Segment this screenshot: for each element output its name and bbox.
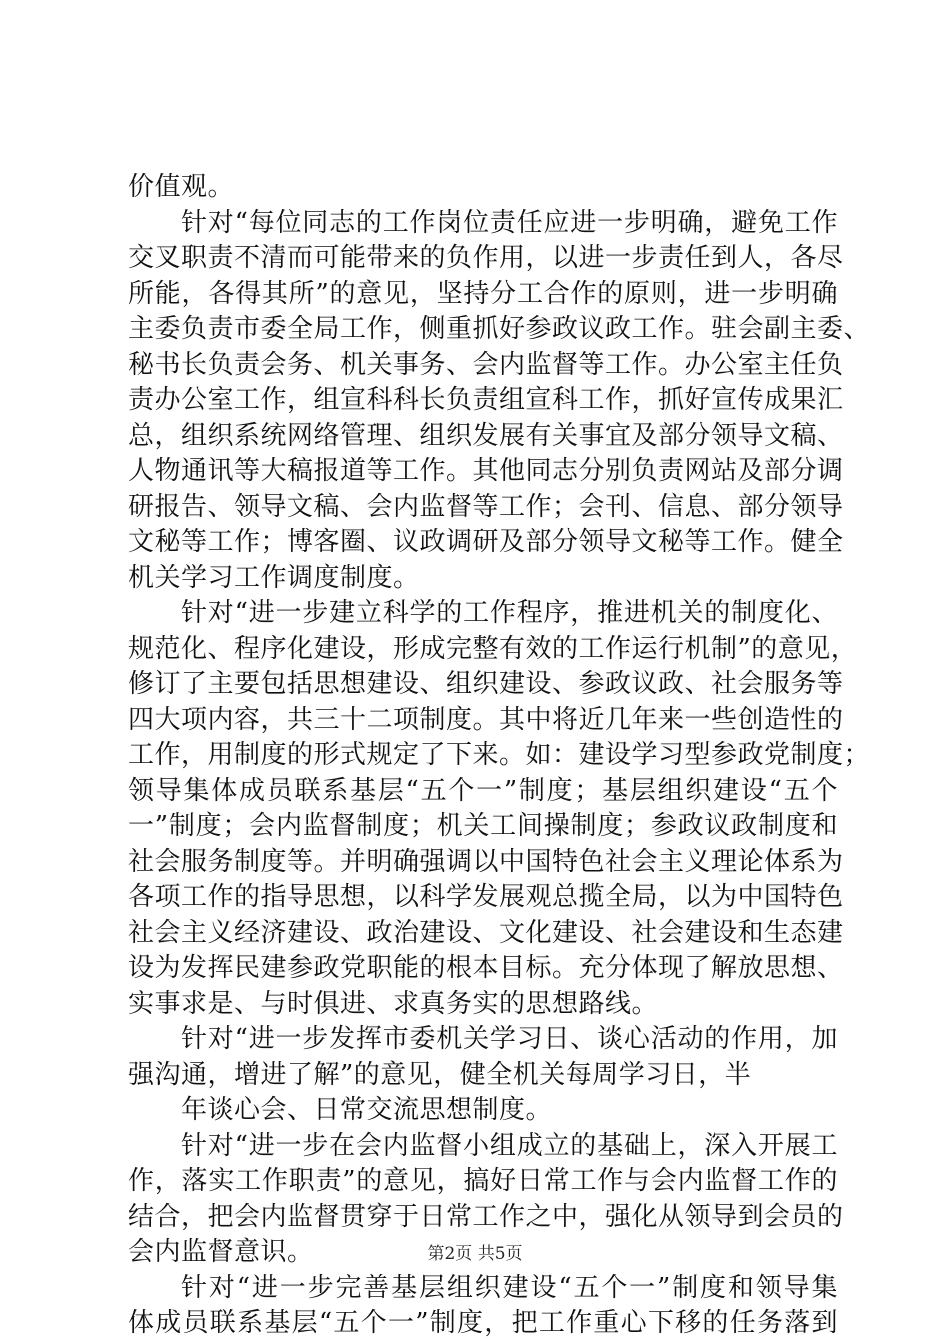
text-line: 实事求是、与时俱进、求真务实的思想路线。 <box>128 988 659 1019</box>
text-line: 针对“进一步建立科学的工作程序，推进机关的制度化、 <box>181 598 838 628</box>
text-line: 针对“进一步在会内监督小组成立的基础上，深入开展工 <box>181 1130 838 1161</box>
text-line: 作，落实工作职责”的意见，搞好日常工作与会内监督工作的 <box>128 1166 838 1196</box>
text-line: 责办公室工作，组宣科科长负责组宣科工作，抓好宣传成果汇 <box>128 385 844 415</box>
text-line: 领导集体成员联系基层“五个一”制度；基层组织建设“五个 <box>128 775 838 806</box>
text-line: 规范化、程序化建设，形成完整有效的工作运行机制”的意见， <box>128 633 858 664</box>
text-line: 结合，把会内监督贯穿于日常工作之中，强化从领导到会员的 <box>128 1201 844 1232</box>
text-line: 各项工作的指导思想，以科学发展观总揽全局，以为中国特色 <box>128 882 844 912</box>
text-line: 所能，各得其所”的意见，坚持分工合作的原则，进一步明确 <box>128 278 838 309</box>
text-line: 人物通讯等大稿报道等工作。其他同志分别负责网站及部分调 <box>128 456 844 486</box>
text-line: 针对“进一步完善基层组织建设“五个一”制度和领导集 <box>181 1272 838 1303</box>
text-line: 体成员联系基层“五个一”制度，把工作重心下移的任务落到 <box>128 1308 838 1338</box>
text-line: 工作，用制度的形式规定了下来。如：建设学习型参政党制度； <box>128 740 871 770</box>
page-footer: 第2页 共5页 <box>427 1244 523 1264</box>
document-body <box>128 170 871 1342</box>
text-line: 价值观。 <box>128 172 235 202</box>
text-line: 设为发挥民建参政党职能的根本目标。充分体现了解放思想、 <box>128 953 844 983</box>
text-line: 文秘等工作；博客圈、议政调研及部分领导文秘等工作。健全 <box>128 527 844 557</box>
text-line: 针对“每位同志的工作岗位责任应进一步明确，避免工作 <box>181 207 838 238</box>
text-line: 强沟通，增进了解”的意见，健全机关每周学习日，半 <box>128 1059 752 1090</box>
text-line: 修订了主要包括思想建设、组织建设、参政议政、社会服务等 <box>128 669 844 699</box>
text-line: 年谈心会、日常交流思想制度。 <box>181 1095 553 1125</box>
text-line: 社会主义经济建设、政治建设、文化建设、社会建设和生态建 <box>128 917 844 948</box>
text-line: 机关学习工作调度制度。 <box>128 562 420 593</box>
text-line: 一”制度；会内监督制度；机关工间操制度；参政议政制度和 <box>128 811 838 841</box>
text-line: 四大项内容，共三十二项制度。其中将近几年来一些创造性的 <box>128 704 844 735</box>
text-line: 社会服务制度等。并明确强调以中国特色社会主义理论体系为 <box>128 846 844 877</box>
text-line: 主委负责市委全局工作，侧重抓好参政议政工作。驻会副主委、 <box>128 314 871 344</box>
text-line: 交叉职责不清而可能带来的负作用，以进一步责任到人，各尽 <box>128 243 844 273</box>
text-line: 总，组织系统网络管理、组织发展有关事宜及部分领导文稿、 <box>128 420 844 451</box>
text-line: 秘书长负责会务、机关事务、会内监督等工作。办公室主任负 <box>128 349 844 380</box>
text-line: 会内监督意识。 <box>128 1237 314 1267</box>
text-line: 针对“进一步发挥市委机关学习日、谈心活动的作用，加 <box>181 1024 838 1054</box>
text-line: 研报告、领导文稿、会内监督等工作；会刊、信息、部分领导 <box>128 491 844 522</box>
